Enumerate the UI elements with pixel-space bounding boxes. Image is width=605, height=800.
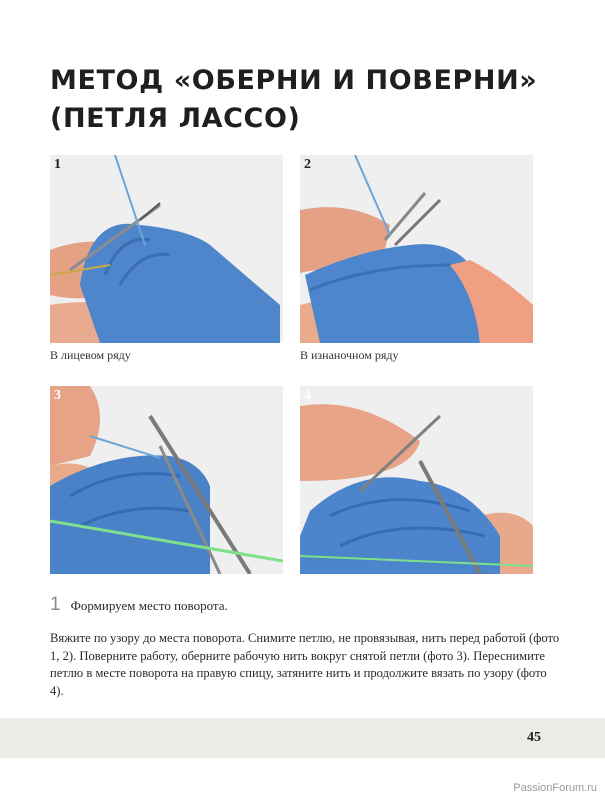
footer-band [0,718,605,758]
photo-4-image [300,386,533,574]
photo-1 [50,155,283,343]
step-title: Формируем место поворота. [70,598,228,613]
title-line-1: МЕТОД «ОБЕРНИ И ПОВЕРНИ» [50,65,538,96]
step-heading [50,594,228,616]
photo-1-image [50,155,283,343]
photo-3-number: 3 [54,388,61,403]
photo-1-caption: В лицевом ряду [50,348,131,362]
photo-2-image [300,155,533,343]
photo-4-number: 4 [304,388,311,403]
photo-3-image [50,386,283,574]
watermark-text: PassionForum.ru [513,782,597,794]
page-title [50,62,580,138]
page-number: 45 [527,730,541,745]
photo-4 [300,386,533,574]
photo-3 [50,386,283,574]
title-line-2: (ПЕТЛЯ ЛАССО) [50,103,301,134]
photo-2-number: 2 [304,157,311,172]
photo-2-caption: В изнаночном ряду [300,348,399,362]
photo-2 [300,155,533,343]
instructions-paragraph: Вяжите по узору до места поворота. Снимите петлю, не провязывая, нить перед работой (фото 1, 2). Поверните работу, оберните рабочую нить вокруг снятой петли (фото 3). Переснимите петлю в месте поворота на правую спицу, затяните нить и продолжите вязать по узору (фото 4). [50,631,560,698]
photo-1-number: 1 [54,157,61,172]
step-number: 1 [50,594,61,615]
